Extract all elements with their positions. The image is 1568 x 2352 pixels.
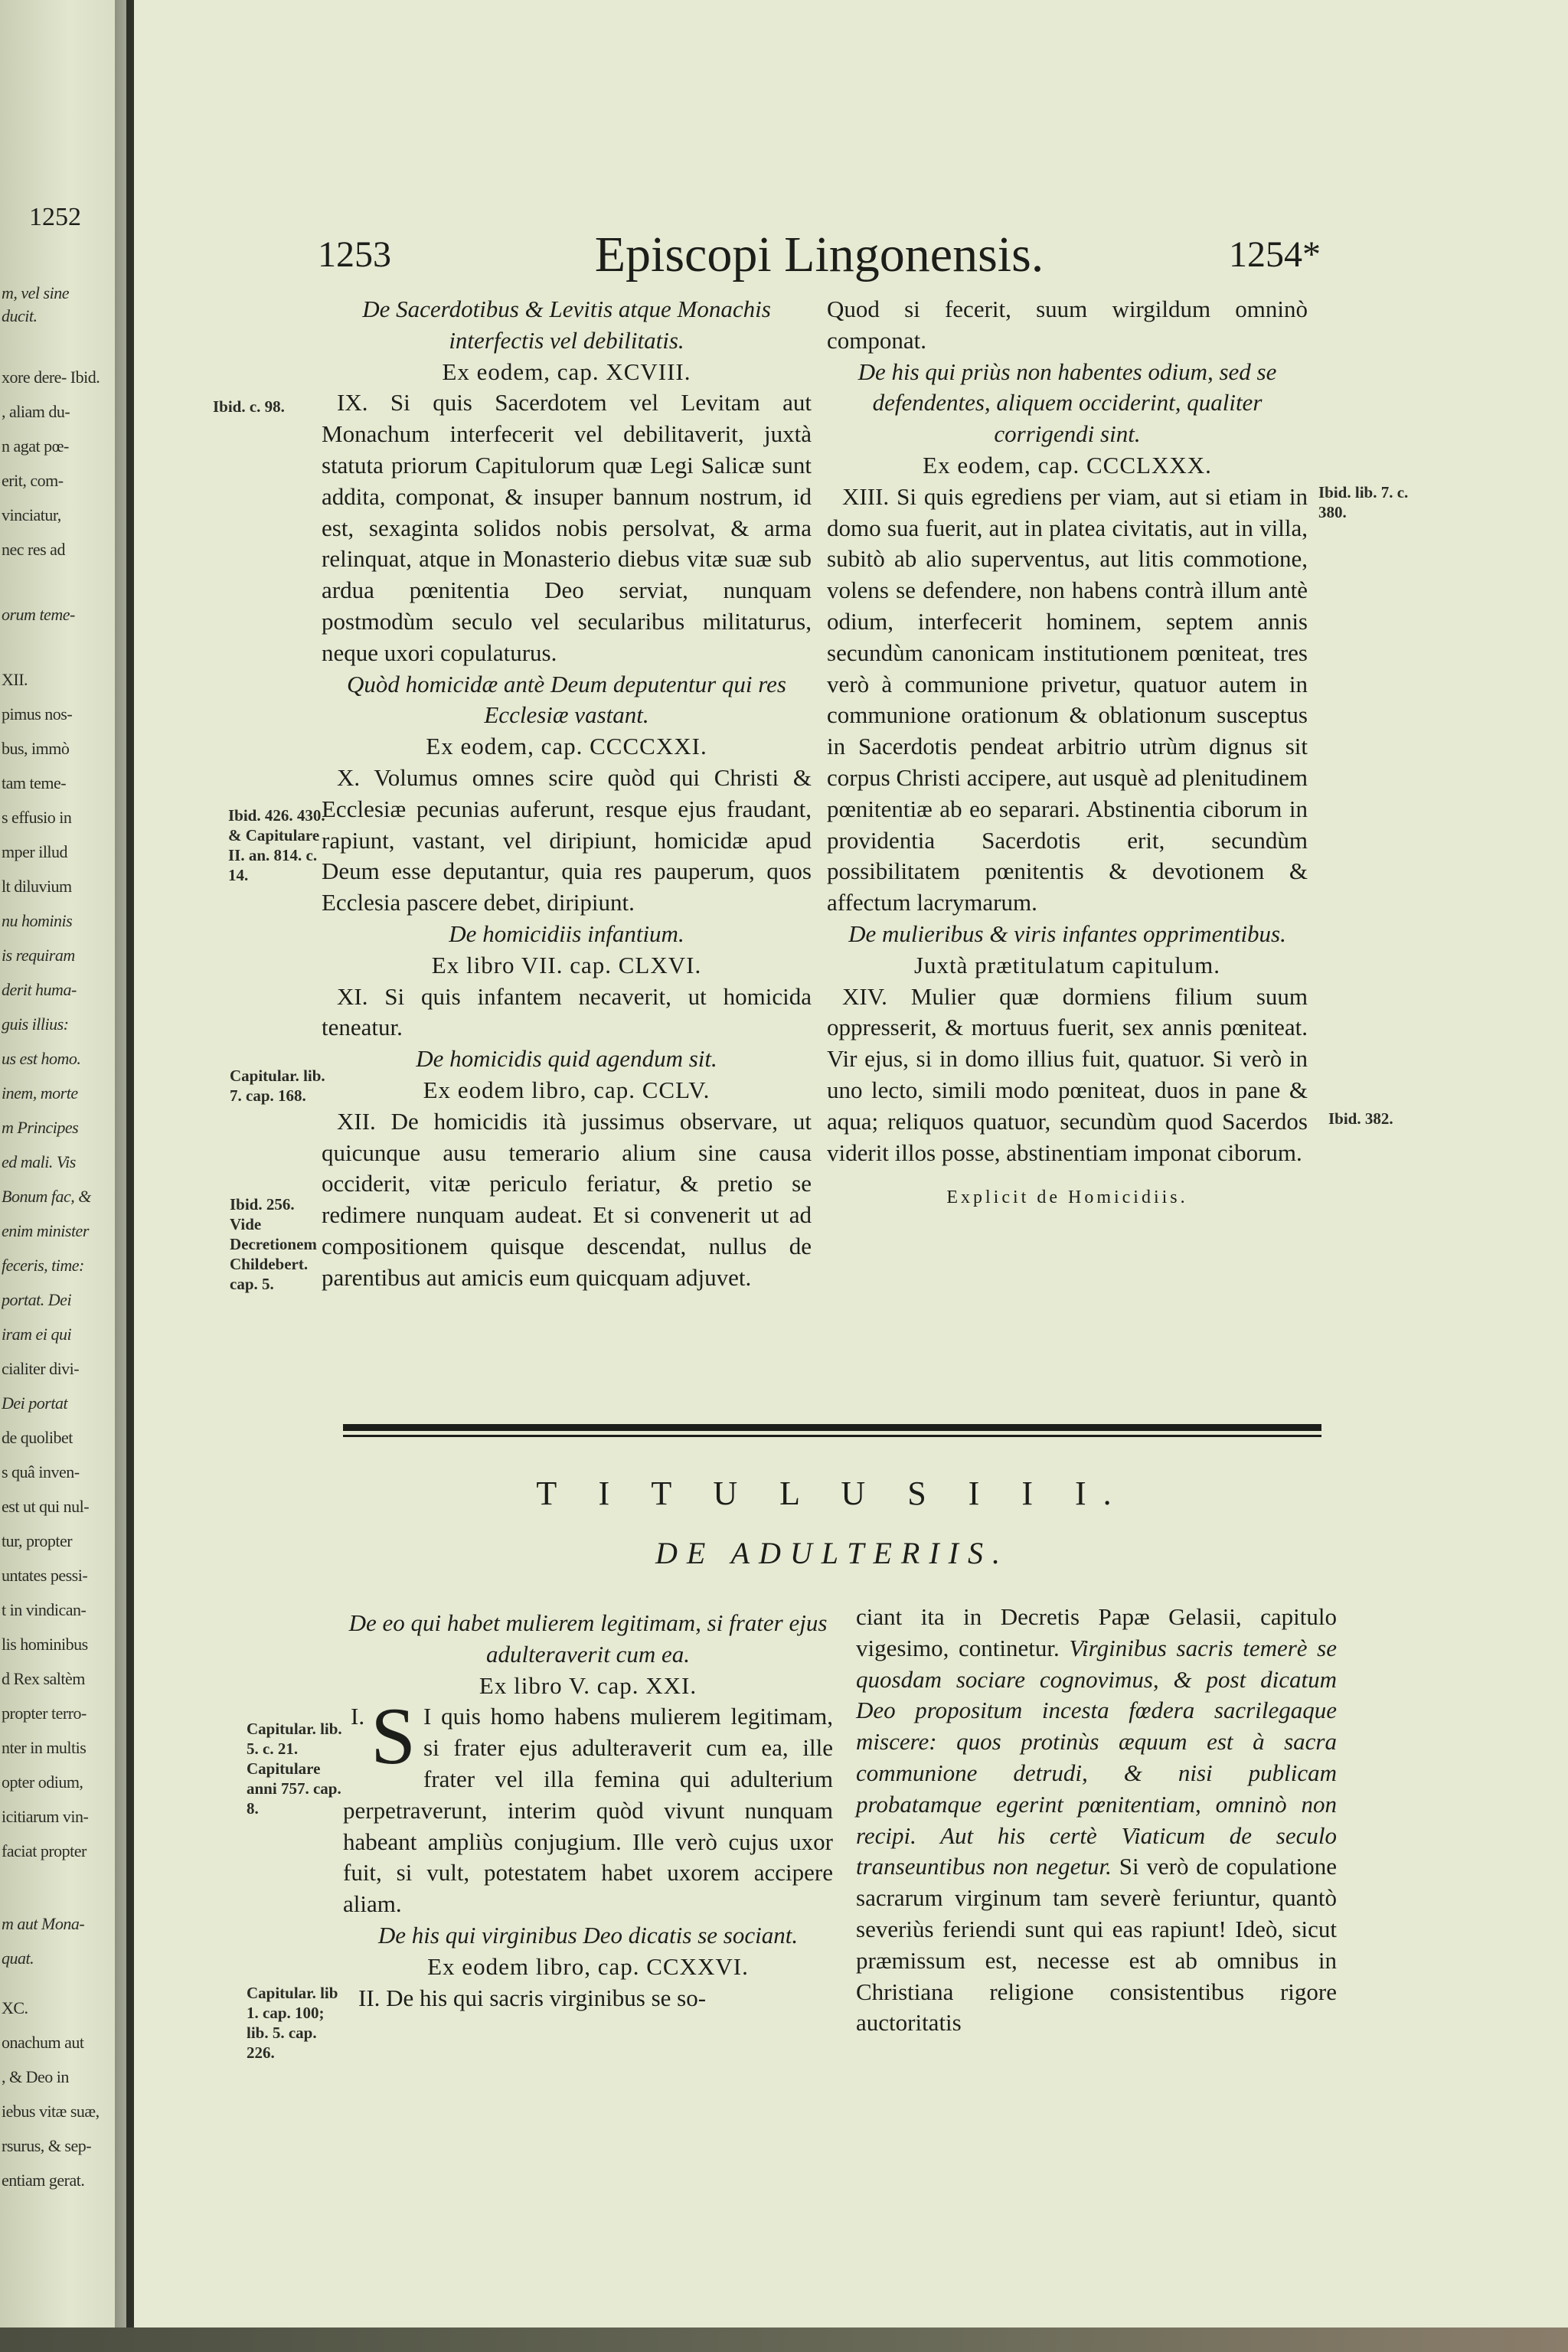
left-page-line: untates pessi- — [2, 1566, 88, 1585]
left-page-line: t in vindican- — [2, 1600, 87, 1619]
left-page-line: xore dere- Ibid. — [2, 368, 100, 387]
explicit-line: Explicit de Homicidiis. — [946, 1187, 1188, 1208]
paragraph-10: X. Volumus omnes scire quòd qui Christi & Ecclesiæ pecunias auferunt, resque ejus fraudant, rapiunt, vastant, vel diripiunt, homicidæ apud Deum esse deputantur, quia res pauperum, quos Ecclesia pascere debet, diripiunt. — [322, 763, 812, 916]
left-page-line: faciat propter — [2, 1841, 87, 1860]
source-line: Juxtà prætitulatum capitulum. — [913, 951, 1221, 978]
left-page-line: nec res ad — [2, 540, 65, 559]
text-run: ciant ita in Decretis Papæ Gelasii, capitulo vigesimo, continetur. — [856, 1603, 1337, 1661]
left-page-line: n agat pœ- — [2, 436, 69, 456]
left-page-line: lis hominibus — [2, 1635, 88, 1654]
left-page-line: feceris, time: — [2, 1256, 84, 1275]
left-page-line: opter odium, — [2, 1772, 83, 1792]
paragraph-13: XIII. Si quis egrediens per viam, aut si etiam in domo sua fuerit, aut in platea civitatis, aut in villa, subitò ab alio superventus, aut litis commotione, volens se defendere, non habens contrà illum antè odium, interfecerit hominem, septem annis secundùm canonicam institutionem pœniteat, tres verò à communione privetur, quatuor autem in communione orationum & oblationum susceptus in Sacerdotis pendeat arbitrio utrùm dignus sit corpus Christi accipere, aut usquè ad plenitudinem pœnitentiæ ab eo separari. Abstinentia ciborum in providentia Sacerdotis erit, secundùm possibilitatem pœnitentis & devotionem & affectum lacrymarum. — [827, 482, 1308, 916]
page-number-left: 1253 — [318, 234, 391, 275]
margin-note: Ibid. lib. 7. c. 380. — [1318, 483, 1409, 521]
left-page-number: 1252 — [29, 203, 81, 231]
left-page-line: s quâ inven- — [2, 1462, 80, 1481]
left-page-line: ed mali. Vis — [2, 1152, 76, 1171]
page-number-right: 1254* — [1229, 234, 1321, 275]
left-page-line: rsurus, & sep- — [2, 2136, 92, 2155]
section-rule — [343, 1424, 1321, 1431]
column-1 — [322, 294, 812, 1294]
left-page-line: Bonum fac, & — [2, 1187, 91, 1206]
margin-note: Ibid. c. 98. — [213, 397, 285, 416]
margin-note: Ibid. 256. Vide Decretionem Childebert. cap. 5. — [230, 1195, 317, 1293]
left-page-line: lt diluvium — [2, 877, 72, 896]
rubric: De homicidiis infantium. — [449, 920, 684, 947]
left-page-line: iebus vitæ suæ, — [2, 2102, 100, 2121]
rubric: De mulieribus & viris infantes opprimentibus. — [848, 920, 1286, 947]
rubric: Quòd homicidæ antè Deum deputentur qui res Ecclesiæ vastant. — [347, 670, 786, 729]
titulus-heading: T I T U L U S I I I. — [536, 1475, 1129, 1512]
left-page-line: tur, propter — [2, 1531, 73, 1550]
left-page-line: mper illud — [2, 842, 68, 861]
left-page-line: m Principes — [2, 1118, 79, 1137]
column-3 — [343, 1608, 833, 2014]
rubric: De his qui priùs non habentes odium, sed se defendentes, aliquem occiderint, qualiter corrigendi sint. — [858, 358, 1277, 448]
left-page-line: XC. — [2, 1998, 28, 2017]
left-page-line: nter in multis — [2, 1738, 87, 1757]
margin-note: Ibid. 426. 430. & Capitulare II. an. 814. c. 14. — [228, 806, 325, 884]
paragraph-12: XII. De homicidis ità jussimus observare, ut quicunque ausu temerario alium sine causa occiderit, vitæ periculo feriatur, & pretio se redimere nunquam audeat. Et si convenerit ut ad compositionem quisque descendat, nullus de parentibus aut amicis eum quicquam adjuvet. — [322, 1107, 812, 1291]
left-page-line: m aut Mona- — [2, 1914, 85, 1933]
left-page-line: erit, com- — [2, 471, 64, 490]
left-page-line: iram ei qui — [2, 1325, 72, 1344]
rubric: De eo qui habet mulierem legitimam, si frater ejus adulteraverit cum ea. — [348, 1609, 828, 1668]
left-page-line: cialiter divi- — [2, 1359, 80, 1378]
left-page-line: tam teme- — [2, 773, 67, 792]
margin-note: Capitular. lib. 7. cap. 168. — [230, 1067, 325, 1105]
left-page-line: de quolibet — [2, 1428, 73, 1447]
source-line: Ex eodem, cap. XCVIII. — [442, 358, 691, 385]
left-page-line: orum teme- — [2, 605, 75, 624]
paragraph-14: XIV. Mulier quæ dormiens filium suum oppresserit, & mortuus fuerit, sex annis pœniteat. Vir ejus, si in domo illius fuit, quatuor. Si verò in uno lecto, simili modo pœniteat, duos in pane & aqua; reliquos quatuor, secundùm quod Sacerdos viderit illos posse, abstinentiam imponat ciborum. — [827, 982, 1308, 1166]
margin-note: Capitular. lib. 5. c. 21. Capitulare anni 757. cap. 8. — [247, 1720, 342, 1818]
paragraph-2: II. De his qui sacris virginibus se so- — [358, 1984, 707, 2011]
paragraph-number: I. — [351, 1703, 365, 1730]
left-page-line: vinciatur, — [2, 505, 61, 524]
source-line: Ex eodem libro, cap. CCXXVI. — [427, 1952, 749, 1980]
left-page-line: m, vel sine — [2, 283, 69, 302]
left-page-line: ducit. — [2, 306, 38, 325]
margin-note: Ibid. 382. — [1328, 1109, 1393, 1128]
paragraph-continuation: Quod si fecerit, suum wirgildum omninò componat. — [827, 296, 1308, 354]
left-page-line: us est homo. — [2, 1049, 81, 1068]
left-page-line: onachum aut — [2, 2033, 84, 2052]
left-page-line: bus, immò — [2, 739, 70, 758]
left-page-line: s effusio in — [2, 808, 72, 827]
margin-note: Capitular. lib 1. cap. 100; lib. 5. cap. 226. — [247, 1984, 338, 2062]
left-page-fragment — [0, 0, 126, 2352]
left-page-line: Dei portat — [2, 1393, 68, 1413]
rubric: De homicidis quid agendum sit. — [416, 1045, 717, 1073]
left-page-line: est ut qui nul- — [2, 1497, 90, 1516]
section-rule-thin — [343, 1435, 1321, 1437]
source-line: Ex eodem, cap. CCCLXXX. — [923, 451, 1212, 479]
section-subtitle: DE ADULTERIIS. — [655, 1536, 1009, 1570]
left-page-line: icitiarum vin- — [2, 1807, 89, 1826]
source-line: Ex libro VII. cap. CLXVI. — [431, 951, 702, 978]
left-page-line: quat. — [2, 1949, 34, 1968]
source-line: Ex libro V. cap. XXI. — [479, 1671, 697, 1699]
left-page-line: derit huma- — [2, 980, 77, 999]
drop-cap: S — [371, 1691, 416, 1782]
left-page-line: inem, morte — [2, 1083, 78, 1102]
left-page-line: d Rex saltèm — [2, 1669, 85, 1688]
table-surface — [0, 2328, 1568, 2352]
left-page-line: pimus nos- — [2, 704, 73, 724]
left-page-line: enim minister — [2, 1221, 89, 1240]
left-page-line: nu hominis — [2, 911, 73, 930]
left-page-line: is requiram — [2, 946, 75, 965]
left-page-line: , aliam du- — [2, 402, 70, 421]
paragraph-text: I quis homo habens mulierem legitimam, si frater ejus adulteraverit cum ea, ille frater vel illa femina qui adulterium perpetraverunt, interim quòd vivunt nunquam habeant ampliùs conjugium. Ille verò cujus uxor fuit, si vult, potestatem habet uxorem accipere aliam. — [343, 1703, 833, 1918]
left-page-line: XII. — [2, 670, 28, 689]
left-page-line: , & Deo in — [2, 2067, 69, 2086]
source-line: Ex eodem libro, cap. CCLV. — [423, 1076, 710, 1103]
left-page-line: guis illius: — [2, 1014, 69, 1034]
text-run: Si verò de copulatione sacrarum virginum tam severè feriuntur, quantò severiùs feriendi sunt qui eas rapiunt! Ideò, sicut præmissum est, necesse est ab omnibus in Christiana religione consistentibus rigore auctoritatis — [856, 1853, 1337, 2037]
source-line: Ex eodem, cap. CCCCXXI. — [426, 733, 707, 760]
left-page-line: portat. Dei — [2, 1290, 72, 1309]
rubric: De Sacerdotibus & Levitis atque Monachis interfectis vel debilitatis. — [362, 296, 771, 354]
paragraph-9: IX. Si quis Sacerdotem vel Levitam aut Monachum interfecerit vel debilitaverit, juxtà statuta priorum Capitulorum quæ Legi Salicæ sunt addita, componat, & insuper bannum nostrum, id est, sexaginta solidos nobis persolvat, & arma relinquat, atque in Monasterio diebus vitæ suæ sub ardua pœnitentia Deo serviat, nunquam postmodùm seculo vel secularibus militaturus, neque uxori copulaturus. — [322, 389, 812, 666]
page-header — [318, 226, 1321, 287]
paragraph-11: XI. Si quis infantem necaverit, ut homicida teneatur. — [322, 982, 812, 1041]
paragraph-continuation — [856, 1602, 1337, 2039]
column-4 — [856, 1602, 1337, 2039]
page-title: Episcopi Lingonensis. — [594, 227, 1044, 283]
left-page-line: propter terro- — [2, 1704, 87, 1723]
paragraph-1 — [343, 1691, 833, 1920]
left-page-line: entiam gerat. — [2, 2171, 85, 2190]
rubric: De his qui virginibus Deo dicatis se sociant. — [377, 1921, 799, 1949]
quoted-decree: Virginibus sacris temerè se quosdam sociare cognovimus, & post dicatum Deo propositum incesta fœdera sacrilegaque miscere: quos protinùs æquum est à sacra communione detrudi, & nisi publicam probatamque egerint pœnitentiam, omninò non recipi. Aut his certè Viaticum de seculo transeuntibus non negetur. — [856, 1634, 1338, 1880]
column-2 — [827, 294, 1308, 1214]
